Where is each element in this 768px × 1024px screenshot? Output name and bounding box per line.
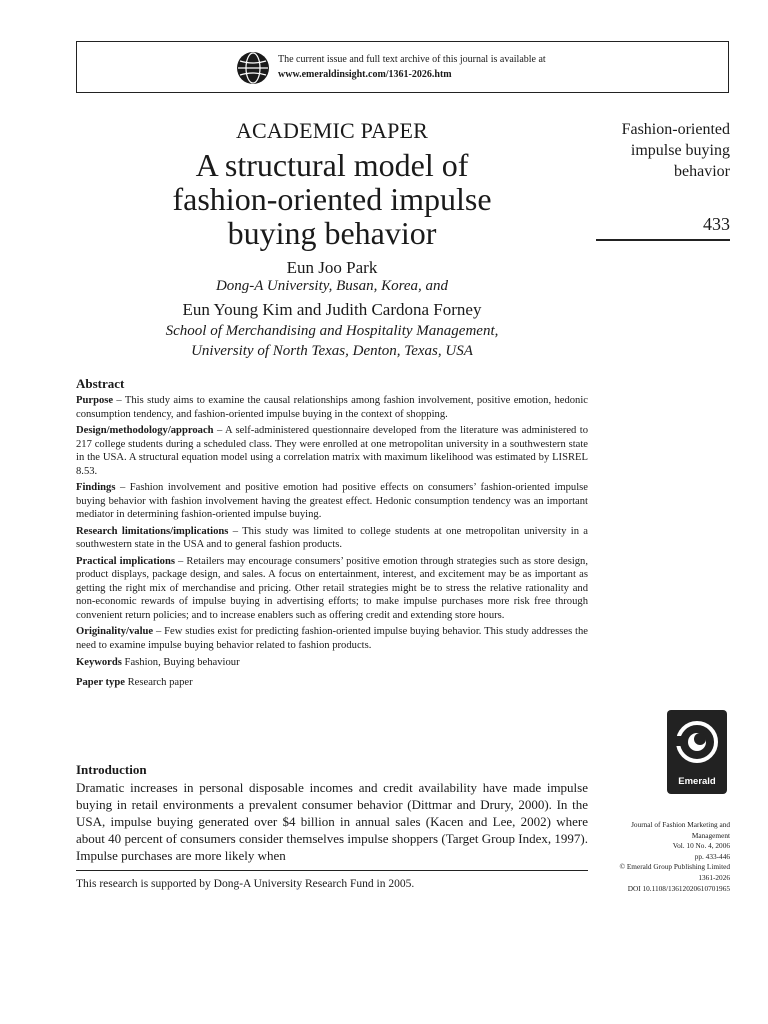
keywords: [76, 656, 588, 670]
banner-line: The current issue and full text archive of this journal is available at: [278, 54, 546, 65]
footnote-divider: [76, 870, 588, 871]
section-label: Research limitations/implications: [76, 525, 229, 537]
section-text: – This study aims to examine the causal relationships among fashion involvement, positive emotion, hedonic consumption tendency, and fashion-oriented impulse buying in the context of shopping.: [76, 395, 588, 420]
introduction-section: [76, 762, 588, 864]
divider: [596, 239, 730, 241]
section-text: – This study was limited to college students at one metropolitan university in a southwestern state in the USA and to general fashion products.: [76, 525, 588, 550]
author-names: Eun Young Kim and Judith Cardona Forney: [182, 300, 482, 319]
footnote: This research is supported by Dong-A University Research Fund in 2005.: [76, 878, 415, 890]
author-affiliation: [76, 321, 588, 361]
running-title: [588, 119, 730, 182]
abstract-heading: Abstract: [76, 376, 125, 391]
journal-meta-line: © Emerald Group Publishing Limited: [619, 862, 730, 872]
keywords-label: Keywords: [76, 657, 122, 668]
journal-meta-line: Journal of Fashion Marketing and: [631, 820, 730, 829]
section-text: – Retailers may encourage consumers’ positive emotion through strategies such as store design, product displays, package design, and sales. A focus on entertainment, interest, and excitement may be as important as getting the right mix of merchandise and pricing. Other retail strategies might be to stress the relative rationality and non-economic rewards of impulse buying in advertising efforts; to make impulse purchases more risk free through convenient return policies; and to increase enablers such as offering credit and extending store hours.: [76, 555, 588, 621]
abstract-limitations: [76, 525, 588, 552]
title-line: fashion-oriented impulse: [172, 181, 492, 217]
author-name: Eun Joo Park: [286, 258, 378, 277]
journal-meta-line: 1361-2026: [698, 872, 730, 882]
keywords-text: Fashion, Buying behaviour: [121, 657, 240, 668]
title-line: buying behavior: [227, 215, 437, 251]
section-label: Purpose: [76, 395, 114, 406]
page-number: 433: [703, 214, 730, 234]
abstract-practical: [76, 555, 588, 623]
paper-title: [76, 148, 588, 250]
emerald-logo: [667, 710, 727, 794]
running-title-line: Fashion-oriented: [621, 121, 730, 138]
paper-type-label: Paper type: [76, 676, 125, 688]
abstract-section: [76, 376, 588, 695]
banner-url[interactable]: www.emeraldinsight.com/1361-2026.htm: [278, 69, 452, 80]
journal-metadata: [590, 820, 730, 894]
section-text: – Fashion involvement and positive emotion had positive effects on consumers’ fashion-oriented impulse buying behavior with fashion involvement having the greatest effect. Hedonic consumption tendency was an important mediator in determining fashion-oriented impulse buying.: [76, 482, 588, 520]
running-title-line: impulse buying: [630, 142, 730, 159]
abstract-findings: [76, 481, 588, 522]
banner-text: [278, 52, 546, 82]
affiliation-line: School of Merchandising and Hospitality Management,: [165, 323, 499, 339]
paper-type: [76, 676, 588, 690]
introduction-body: Dramatic increases in personal disposable incomes and credit availability have made impulse buying in retail environments a prevalent consumer behavior (Dittmar and Drury, 2000). In the USA, impulse buying generated over $4 billion in annual sales (Kacen and Lee, 2002) where about 40 percent of consumers consider themselves impulse shoppers (Target Group Index, 1997). Impulse purchases are more likely when: [76, 780, 588, 863]
section-label: Design/methodology/approach: [76, 425, 214, 436]
section-label: Practical implications: [76, 555, 175, 567]
section-label: Findings: [76, 482, 116, 493]
section-label: Originality/value: [76, 626, 154, 637]
journal-meta-line: pp. 433-446: [694, 851, 730, 861]
logo-text: Emerald: [678, 776, 716, 787]
abstract-purpose: [76, 394, 588, 421]
journal-meta-line: DOI 10.1108/13612020610701965: [627, 883, 730, 893]
section-text: – Few studies exist for predicting fashion-oriented impulse buying behavior. This study addresses the need to examine impulse buying behavior related to fashion products.: [76, 626, 588, 651]
journal-meta-line: Vol. 10 No. 4, 2006: [672, 841, 730, 851]
running-title-line: behavior: [674, 163, 730, 180]
paper-type-text: Research paper: [124, 676, 193, 688]
abstract-originality: [76, 625, 588, 652]
title-line: A structural model of: [195, 147, 469, 183]
globe-icon: [236, 51, 270, 85]
abstract-design: [76, 424, 588, 478]
introduction-heading: Introduction: [76, 762, 147, 777]
affiliation-line: University of North Texas, Denton, Texas, USA: [191, 343, 473, 359]
paper-category-label: ACADEMIC PAPER: [235, 118, 429, 143]
emerald-logo-icon: [667, 710, 727, 776]
section-text: – A self-administered questionnaire developed from the literature was administered to 217 college students during a scheduled class. They were enrolled at one metropolitan university in a southwestern state in the USA. A structural equation model using a correlation matrix with maximum likelihood was estimated by LISREL 8.53.: [76, 425, 588, 477]
journal-meta-line: Management: [691, 830, 730, 840]
author-affiliation: Dong-A University, Busan, Korea, and: [215, 278, 449, 294]
